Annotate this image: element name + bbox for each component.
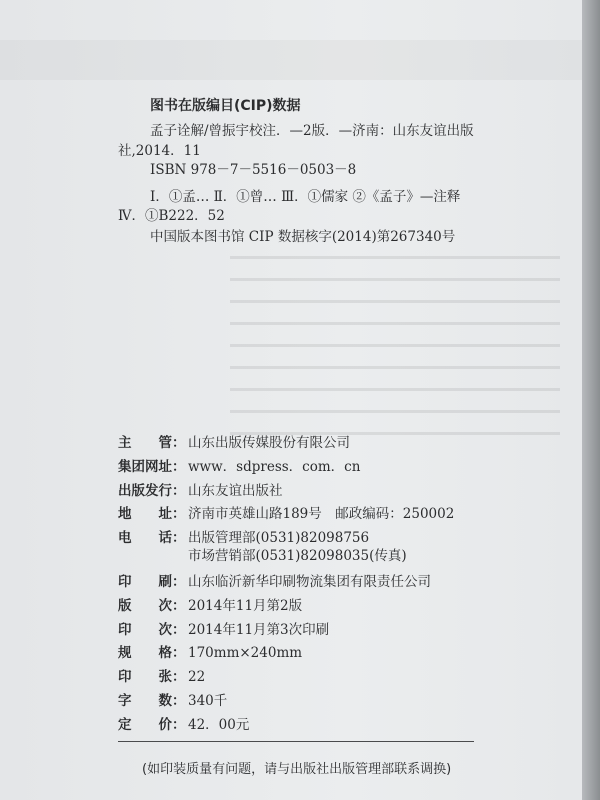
pub-value-printing: 2014年11月第3次印刷: [188, 622, 330, 638]
cip-heading: 图书在版编目(CIP)数据: [150, 98, 301, 114]
pub-label-sheets: 印 张：: [118, 669, 186, 685]
cip-isbn: ISBN 978－7－5516－0503－8: [150, 162, 357, 178]
pub-label-supervisor: 主 管：: [118, 435, 186, 451]
quality-notice: (如印装质量有问题，请与出版社出版管理部联系调换): [142, 762, 452, 777]
pub-label-address: 地 址：: [118, 506, 186, 522]
pub-label-printing: 印 次：: [118, 622, 186, 638]
pub-value-website: www．sdpress．com．cn: [188, 459, 361, 475]
divider-rule: [118, 741, 474, 742]
pub-value-phone: 出版管理部(0531)82098756: [188, 530, 370, 546]
cip-classification: Ⅰ．①孟… Ⅱ．①曾… Ⅲ．①儒家 ②《孟子》—注释: [150, 189, 461, 205]
pub-label-edition: 版 次：: [118, 598, 186, 614]
pub-label-website: 集团网址：: [118, 459, 186, 475]
pub-label-price: 定 价：: [118, 717, 186, 733]
pub-value-publisher: 山东友谊出版社: [188, 483, 283, 499]
pub-value-format: 170mm×240mm: [188, 645, 303, 661]
pub-label-printer: 印 刷：: [118, 574, 186, 590]
pub-label-format: 规 格：: [118, 645, 186, 661]
pub-value-phone-marketing: 市场营销部(0531)82098035(传真): [188, 548, 407, 564]
cip-line-2: 社,2014．11: [118, 143, 201, 159]
cip-data-number: 中国版本图书馆 CIP 数据核字(2014)第267340号: [150, 229, 456, 245]
pub-label-phone: 电 话：: [118, 530, 186, 546]
pub-value-edition: 2014年11月第2版: [188, 598, 303, 614]
pub-value-sheets: 22: [188, 669, 206, 685]
pub-value-printer: 山东临沂新华印刷物流集团有限责任公司: [188, 574, 431, 590]
pub-value-price: 42．00元: [188, 717, 250, 733]
cip-line-1: 孟子诠解/曾振宇校注．—2版．—济南：山东友谊出版: [150, 123, 474, 139]
pub-label-publisher: 出版发行：: [118, 483, 186, 499]
page-edge: [582, 0, 600, 800]
pub-value-supervisor: 山东出版传媒股份有限公司: [188, 435, 350, 451]
pub-label-wordcount: 字 数：: [118, 693, 186, 709]
bleed-through-text: [230, 245, 560, 435]
pub-value-address: 济南市英雄山路189号 邮政编码：250002: [188, 506, 455, 522]
cip-class-number: Ⅳ．①B222．52: [118, 208, 225, 224]
bleed-through-band: [0, 40, 582, 80]
pub-value-wordcount: 340千: [188, 693, 228, 709]
